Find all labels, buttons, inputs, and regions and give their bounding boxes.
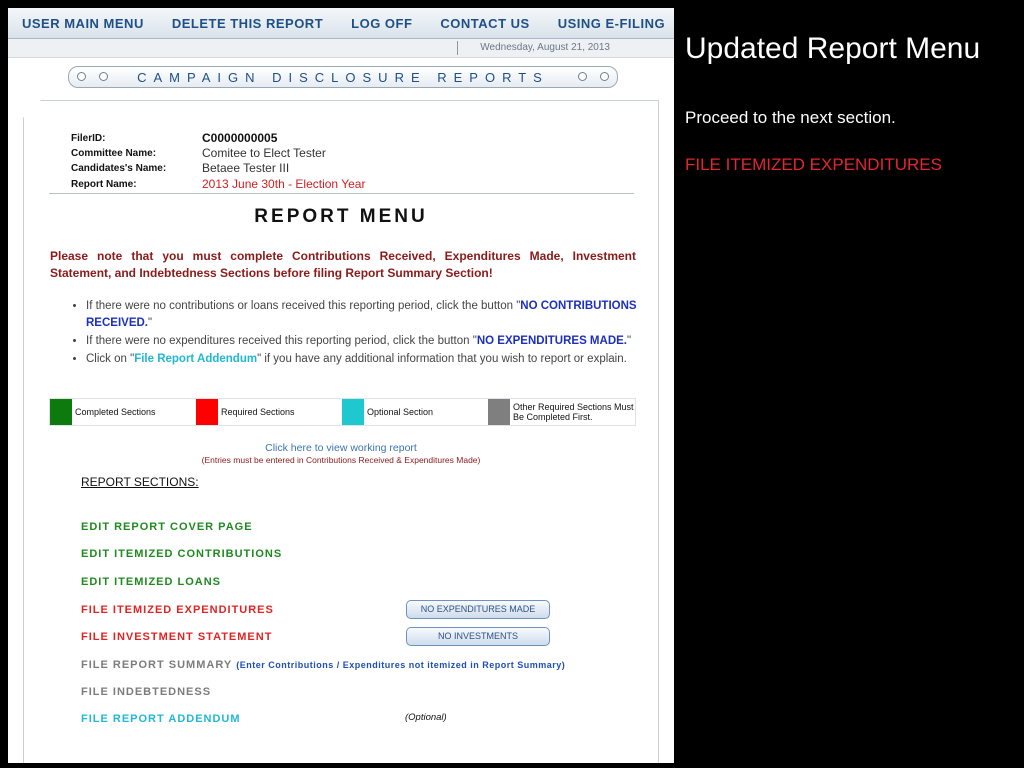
legend-other: Other Required Sections Must Be Completed First.: [488, 399, 634, 425]
file-report-summary-link[interactable]: FILE REPORT SUMMARY: [81, 659, 233, 671]
report-summary-note: (Enter Contributions / Expenditures not itemized in Report Summary): [236, 660, 566, 670]
gray-swatch: [488, 399, 510, 425]
instructions-list: [68, 298, 652, 369]
edit-itemized-loans-link[interactable]: EDIT ITEMIZED LOANS: [81, 576, 221, 588]
no-investments-button[interactable]: NO INVESTMENTS: [406, 627, 550, 646]
report-name-label: Report Name:: [71, 179, 137, 190]
green-swatch: [50, 399, 72, 425]
edit-itemized-contributions-link[interactable]: EDIT ITEMIZED CONTRIBUTIONS: [81, 548, 283, 560]
cyan-swatch: [342, 399, 364, 425]
slide-text: Proceed to the next section.: [685, 108, 896, 127]
edit-cover-page-link[interactable]: EDIT REPORT COVER PAGE: [81, 521, 253, 533]
date-divider: [457, 41, 458, 55]
file-investment-statement-link[interactable]: FILE INVESTMENT STATEMENT: [81, 631, 273, 643]
no-expenditures-button[interactable]: NO EXPENDITURES MADE: [406, 600, 550, 619]
list-item: • If there were no contributions or loans received this reporting period, click the button "NO CONTRIBUTIONS RECEIVED.": [86, 298, 652, 332]
report-sections-heading: REPORT SECTIONS:: [81, 475, 199, 489]
file-itemized-expenditures-link[interactable]: FILE ITEMIZED EXPENDITURES: [81, 604, 274, 616]
section-legend: [49, 398, 636, 426]
legend-completed: Completed Sections: [50, 399, 196, 425]
browser-screenshot: [8, 8, 674, 763]
keyword-file-report-addendum: File Report Addendum: [134, 353, 258, 365]
banner-circle-icon: [578, 72, 587, 81]
keyword-no-contributions: NO CONTRIBUTIONS RECEIVED.: [86, 300, 637, 329]
page-title: REPORT MENU: [254, 206, 428, 227]
optional-label: (Optional): [405, 712, 447, 723]
report-name-value: 2013 June 30th - Election Year: [202, 177, 366, 191]
panel-corner: [23, 100, 41, 118]
keyword-no-expenditures: NO EXPENDITURES MADE.: [476, 335, 627, 347]
filerid-value: C0000000005: [202, 131, 278, 145]
banner-title: CAMPAIGN DISCLOSURE REPORTS: [137, 70, 549, 85]
committee-value: Comitee to Elect Tester: [202, 146, 326, 160]
legend-optional: Optional Section: [342, 399, 488, 425]
file-report-summary-row: [81, 659, 565, 671]
candidate-value: Betaee Tester III: [202, 161, 290, 175]
entries-note: (Entries must be entered in Contributions Received & Expenditures Made): [201, 455, 481, 465]
legend-required: Required Sections: [196, 399, 342, 425]
divider: [49, 193, 634, 194]
view-working-report-link[interactable]: Click here to view working report: [265, 442, 417, 454]
nav-using-efiling[interactable]: USING E-FILING: [557, 15, 666, 31]
nav-log-off[interactable]: LOG OFF: [351, 15, 413, 31]
nav-user-main-menu[interactable]: USER MAIN MENU: [22, 15, 144, 31]
slide-highlight: FILE ITEMIZED EXPENDITURES: [685, 155, 942, 174]
nav-contact-us[interactable]: CONTACT US: [440, 15, 530, 31]
file-report-addendum-link[interactable]: FILE REPORT ADDENDUM: [81, 713, 241, 725]
current-date: Wednesday, August 21, 2013: [480, 42, 610, 53]
date-bar: [8, 39, 674, 58]
report-panel: [23, 100, 659, 763]
top-navigation: [8, 8, 674, 39]
warning-text: Please note that you must complete Contributions Received, Expenditures Made, Investment Statement, and Indebtedness Sections before filing Report Summary Section!: [50, 249, 636, 280]
list-item: • If there were no expenditures received this reporting period, click the button "NO EXPENDITURES MADE.": [86, 333, 652, 350]
list-item: • Click on "File Report Addendum" if you have any additional information that you wish to report or explain.: [86, 351, 652, 368]
candidate-label: Candidates's Name:: [71, 163, 167, 174]
banner-circle-icon: [600, 72, 609, 81]
slide-title: Updated Report Menu: [685, 32, 981, 65]
nav-delete-report[interactable]: DELETE THIS REPORT: [171, 15, 324, 31]
filerid-label: FilerID:: [71, 133, 106, 144]
committee-label: Committee Name:: [71, 148, 157, 159]
campaign-banner: [68, 66, 618, 88]
red-swatch: [196, 399, 218, 425]
file-indebtedness-link[interactable]: FILE INDEBTEDNESS: [81, 686, 212, 698]
